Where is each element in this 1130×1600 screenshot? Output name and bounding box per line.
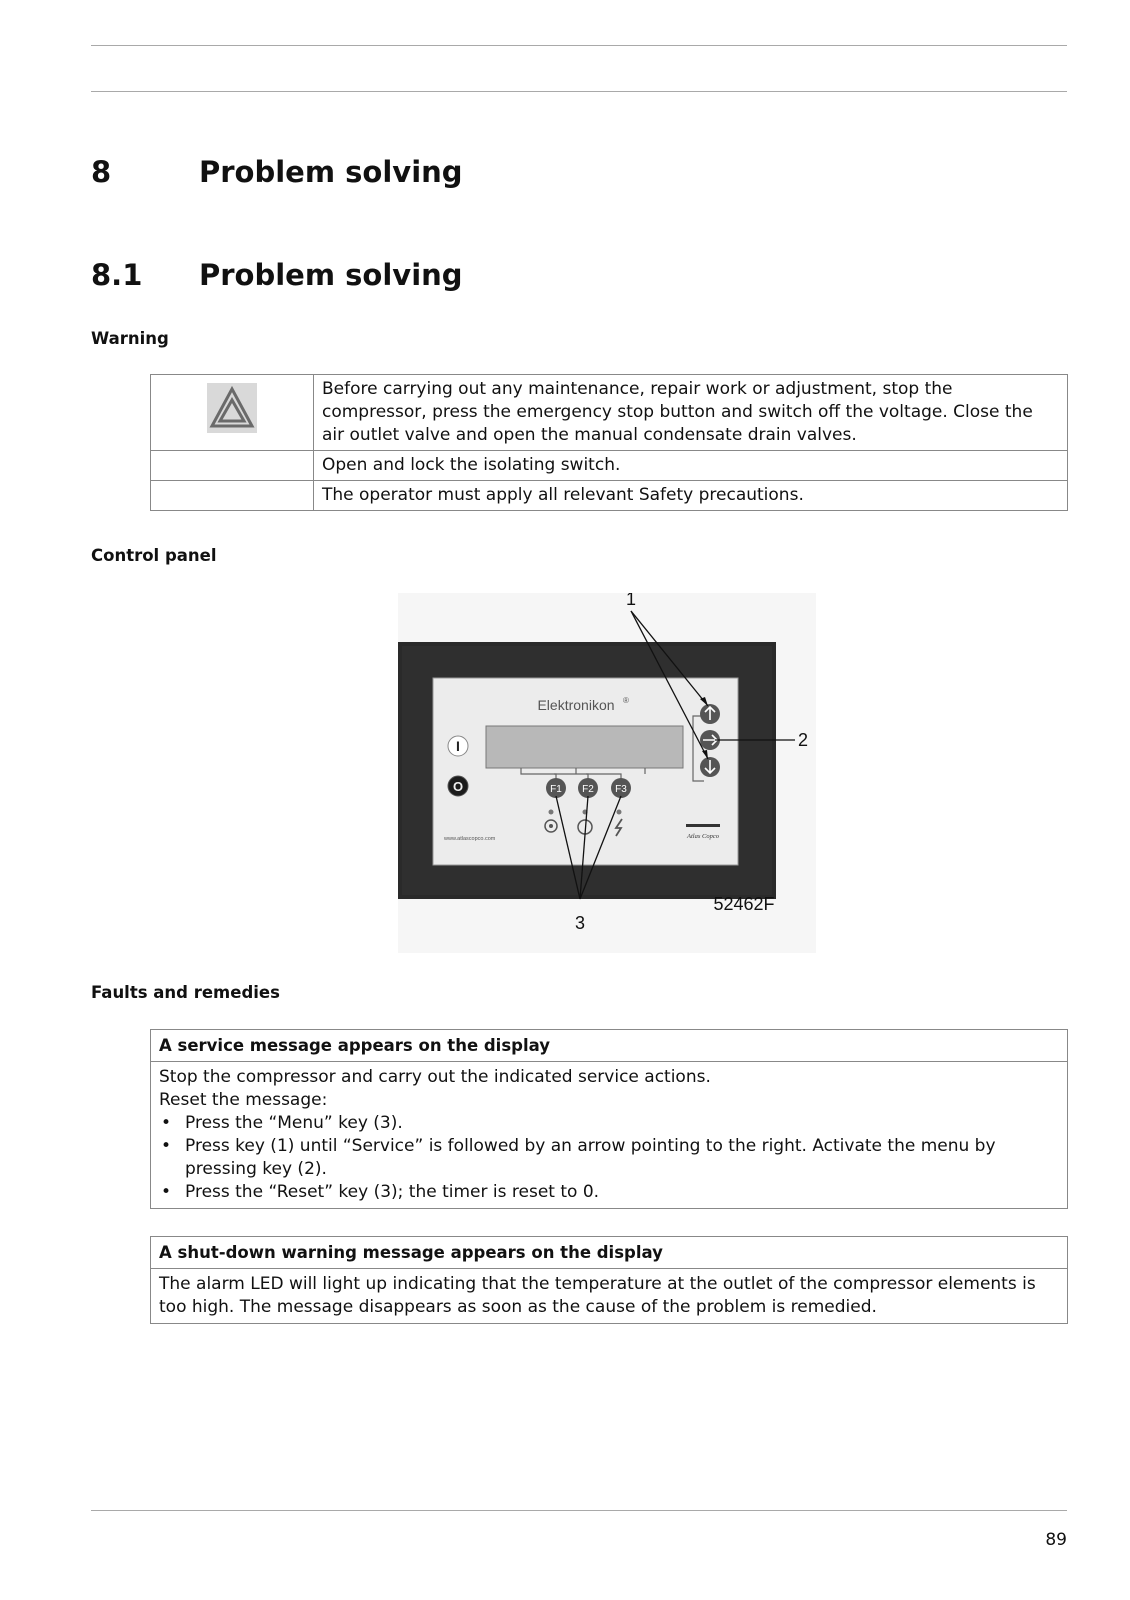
- fault-table-shutdown: [150, 1236, 1068, 1324]
- fault-title: A shut-down warning message appears on the display: [151, 1237, 1068, 1269]
- section-number: 8.1: [91, 258, 143, 292]
- website-text: www.atlascopco.com: [444, 836, 496, 842]
- svg-text:F2: F2: [582, 784, 594, 795]
- header-rule-bottom: [91, 91, 1067, 92]
- fault-line: Reset the message:: [159, 1090, 328, 1110]
- warning-row: [151, 375, 1068, 451]
- led-indicator: [617, 810, 622, 815]
- brand-mark: ®: [623, 696, 629, 705]
- faults-label: Faults and remedies: [91, 983, 280, 1002]
- fault-header-row: [151, 1237, 1068, 1269]
- scroll-up-key[interactable]: [700, 704, 720, 724]
- fault-step: • Press key (1) until “Service” is followed by an arrow pointing to the right. Activate the menu by pressing key (2).: [159, 1135, 1059, 1181]
- section-title: Problem solving: [199, 258, 463, 292]
- start-key[interactable]: [448, 736, 468, 756]
- fault-title: A service message appears on the display: [151, 1030, 1068, 1062]
- function-key-f3[interactable]: [611, 778, 631, 798]
- function-key-f1[interactable]: [546, 778, 566, 798]
- svg-text:Atlas Copco: Atlas Copco: [687, 833, 719, 840]
- warning-empty-cell: [151, 481, 314, 511]
- warning-icon-cell: [151, 375, 314, 451]
- fault-table-service: [150, 1029, 1068, 1209]
- warning-triangle-icon: [207, 383, 257, 440]
- callout-2: 2: [797, 730, 809, 750]
- warning-row: [151, 451, 1068, 481]
- fault-line: Stop the compressor and carry out the indicated service actions.: [159, 1067, 711, 1087]
- fault-steps: [159, 1112, 1059, 1204]
- scroll-down-key[interactable]: [700, 757, 720, 777]
- fault-step: • Press the “Reset” key (3); the timer is reset to 0.: [159, 1181, 1059, 1204]
- chapter-title: Problem solving: [199, 155, 463, 189]
- warning-text: Open and lock the isolating switch.: [314, 451, 1068, 481]
- chapter-number: 8: [91, 155, 112, 189]
- function-key-f2[interactable]: [578, 778, 598, 798]
- footer-rule: [91, 1510, 1067, 1511]
- svg-text:O: O: [452, 779, 464, 794]
- lcd-display: [486, 726, 683, 768]
- fault-body-row: [151, 1062, 1068, 1209]
- warning-table: [150, 374, 1068, 511]
- callout-1: 1: [625, 593, 637, 609]
- fault-body: The alarm LED will light up indicating that the temperature at the outlet of the compressor elements is too high. The message disappears as soon as the cause of the problem is remedied.: [151, 1269, 1068, 1324]
- warning-empty-cell: [151, 451, 314, 481]
- svg-text:F1: F1: [550, 784, 562, 795]
- svg-text:F3: F3: [615, 784, 627, 795]
- page-number: 89: [1045, 1530, 1067, 1550]
- control-panel-label: Control panel: [91, 546, 217, 565]
- warning-text: The operator must apply all relevant Safety precautions.: [314, 481, 1068, 511]
- figure-code: 52462F: [713, 894, 775, 914]
- callout-3: 3: [574, 913, 586, 933]
- header-rule-top: [91, 45, 1067, 46]
- fault-body-row: [151, 1269, 1068, 1324]
- control-panel-figure: [398, 593, 816, 953]
- brand-label: Elektronikon: [537, 697, 615, 713]
- fault-body: [151, 1062, 1068, 1209]
- warning-label: Warning: [91, 329, 169, 348]
- led-indicator: [549, 810, 554, 815]
- stop-key[interactable]: [448, 776, 468, 796]
- fault-step: • Press the “Menu” key (3).: [159, 1112, 1059, 1135]
- warning-text: Before carrying out any maintenance, repair work or adjustment, stop the compressor, press the emergency stop button and switch off the voltage. Close the air outlet valve and open the manual condensate drain valves.: [314, 375, 1068, 451]
- fault-header-row: [151, 1030, 1068, 1062]
- svg-text:I: I: [456, 738, 460, 754]
- warning-row: [151, 481, 1068, 511]
